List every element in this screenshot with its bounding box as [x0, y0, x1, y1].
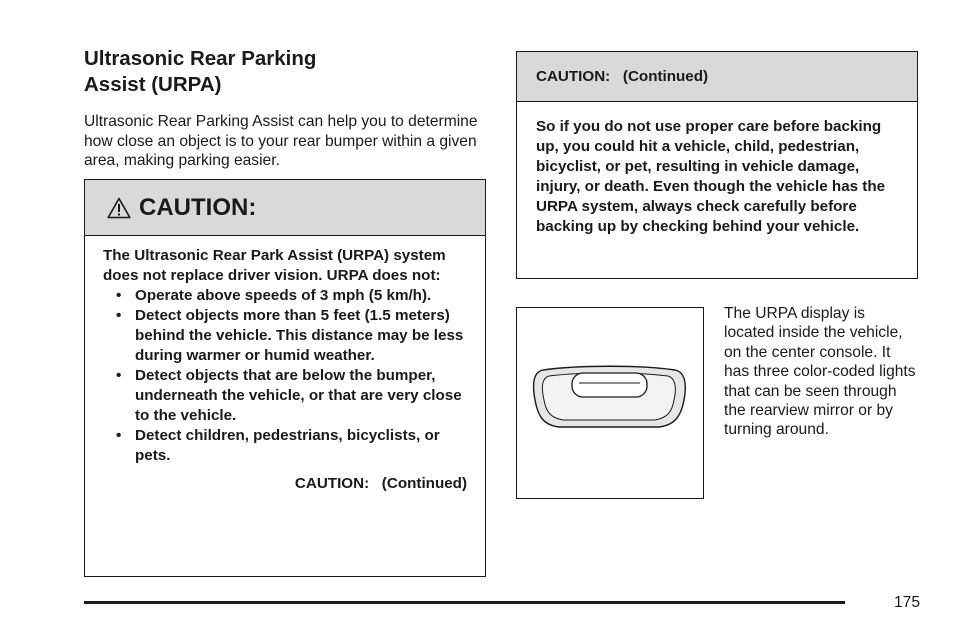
caution-body	[85, 236, 485, 494]
footer-rule	[84, 601, 845, 604]
page-number: 175	[893, 594, 920, 611]
urpa-display-figure	[516, 307, 704, 499]
caution-continued-label: CAUTION: (Continued)	[294, 475, 467, 492]
caution-heading: CAUTION:	[139, 193, 257, 221]
caution-bullet: • Detect objects that are below the bumper, underneath the vehicle, or that are very close to the vehicle.	[116, 366, 467, 426]
warning-triangle-icon	[107, 197, 131, 219]
caution-intro: The Ultrasonic Rear Park Assist (URPA) system does not replace driver vision. URPA does not:	[103, 247, 446, 284]
caution-continued-box	[516, 51, 918, 279]
caution-continued-header: CAUTION: (Continued)	[517, 52, 917, 102]
urpa-display-illustration	[517, 308, 702, 497]
caution-bullet: • Operate above speeds of 3 mph (5 km/h).	[116, 286, 467, 306]
section-title	[84, 46, 464, 98]
intro-paragraph: Ultrasonic Rear Parking Assist can help you to determine how close an object is to your rear bumper within a given area, making parking easier.	[84, 113, 478, 169]
caution-bullet-list	[103, 286, 467, 466]
figure-caption: The URPA display is located inside the vehicle, on the center console. It has three color-coded lights that can be seen through the rearview mirror or by turning around.	[724, 305, 916, 439]
caution-header	[85, 180, 485, 236]
section-title-line1: Ultrasonic Rear Parking	[84, 47, 317, 70]
caution-continued-body: So if you do not use proper care before backing up, you could hit a vehicle, child, pedestrian, bicyclist, or pet, resulting in vehicle damage, injury, or death. Even though the vehicle has the URPA system, always check carefully before backing up by checking behind your vehicle.	[536, 118, 886, 235]
caution-box	[84, 179, 486, 577]
section-title-line2: Assist (URPA)	[84, 73, 222, 96]
caution-bullet: • Detect children, pedestrians, bicyclists, or pets.	[116, 426, 467, 466]
caution-bullet: • Detect objects more than 5 feet (1.5 meters) behind the vehicle. This distance may be less during warmer or humid weather.	[116, 306, 467, 366]
